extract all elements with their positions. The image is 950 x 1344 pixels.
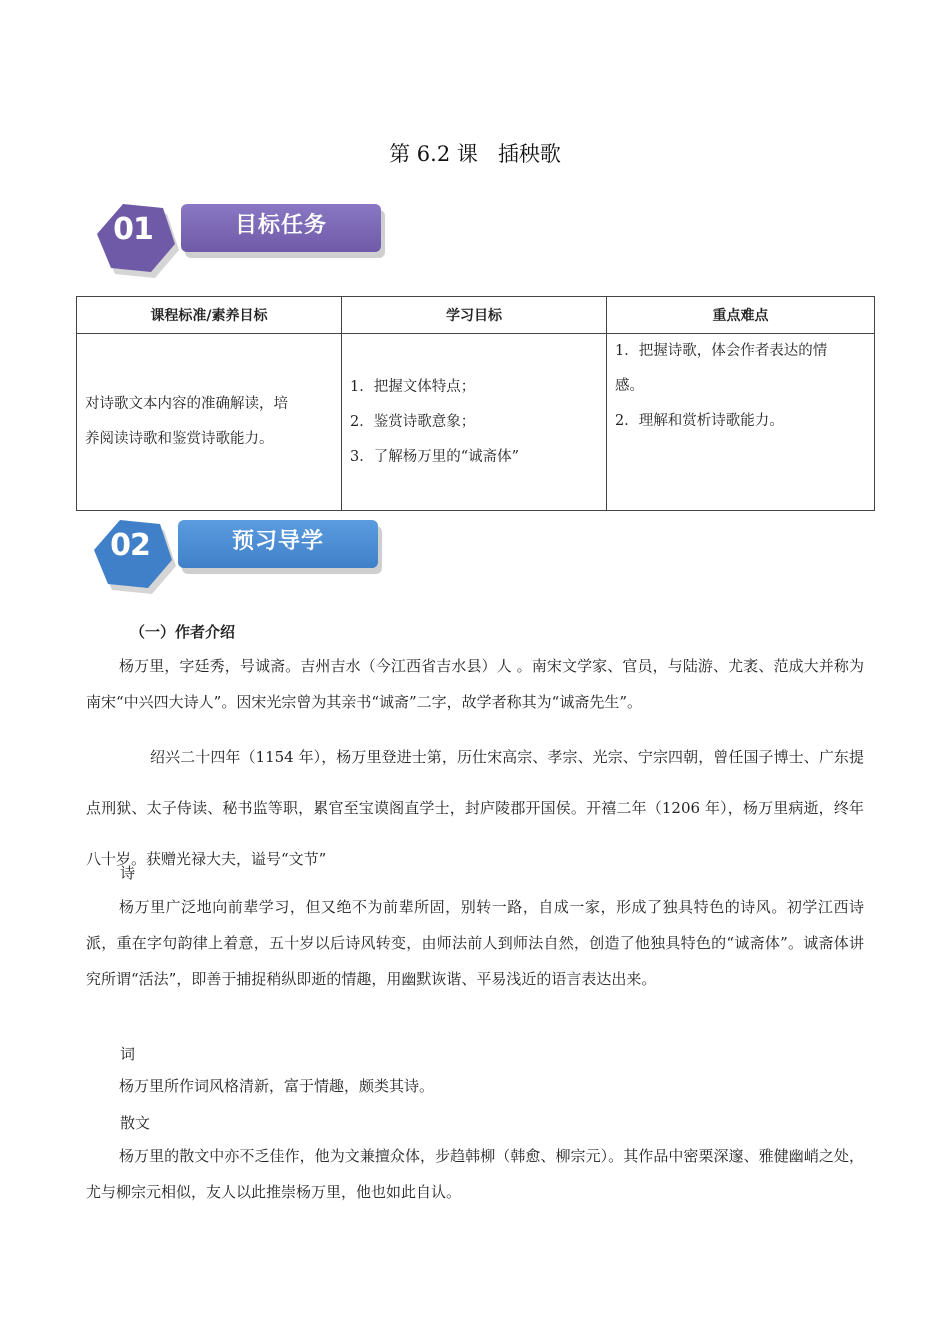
subheading-prose: 散文	[120, 1114, 151, 1132]
page-title	[0, 138, 950, 168]
cell-line: 2．理解和赏析诗歌能力。	[615, 413, 784, 429]
section-heading: （一）作者介绍	[130, 623, 236, 641]
section-label: 预习导学	[231, 529, 324, 554]
table-cell-standards	[77, 334, 342, 511]
objectives-table	[76, 296, 875, 511]
subheading-ci: 词	[120, 1045, 136, 1063]
cell-line: 1．把握诗歌，体会作者表达的情	[615, 343, 828, 359]
table-header: 重点难点	[607, 297, 875, 334]
table-cell-goals	[342, 334, 607, 511]
section-number: 01	[113, 212, 153, 247]
paragraph-author: 杨万里，字廷秀，号诚斋。吉州吉水（今江西省吉水县）人 。南宋文学家、官员，与陆游、尤袤、范成大并称为南宋“中兴四大诗人”。因宋光宗曾为其亲书“诚斋”二字，故学者称其为“诚斋先生”。	[86, 657, 864, 711]
cell-line: 养阅读诗歌和鉴赏诗歌能力。	[85, 431, 274, 447]
cell-line: 3．了解杨万里的“诚斋体”	[350, 448, 520, 465]
cell-line: 感。	[615, 378, 644, 394]
subheading-poem: 诗	[120, 864, 136, 882]
section-number: 02	[110, 528, 150, 563]
lesson-number: 第 6.2 课	[389, 142, 478, 166]
paragraph-prose: 杨万里的散文中亦不乏佳作，他为文兼擅众体，步趋韩柳（韩愈、柳宗元）。其作品中密栗深邃、雅健幽峭之处，尤与柳宗元相似，友人以此推崇杨万里，他也如此自认。	[86, 1147, 864, 1201]
cell-line: 1．把握文体特点；	[350, 378, 476, 395]
lesson-name: 插秧歌	[497, 142, 561, 166]
table-header: 学习目标	[342, 297, 607, 334]
cell-line: 2．鉴赏诗歌意象；	[350, 413, 476, 430]
paragraph-career: 绍兴二十四年（1154 年），杨万里登进士第，历仕宋高宗、孝宗、光宗、宁宗四朝，曾任国子博士、广东提点刑狱、太子侍读、秘书监等职，累官至宝谟阁直学士，封庐陵郡开国侯。开禧二年（1206 年），杨万里病逝，终年八十岁。获赠光禄大夫，谥号“文节”	[86, 748, 864, 868]
paragraph-poem: 杨万里广泛地向前辈学习，但又绝不为前辈所固，别转一路，自成一家，形成了独具特色的诗风。初学江西诗派，重在字句韵律上着意，五十岁以后诗风转变，由师法前人到师法自然，创造了他独具特色的“诚斋体”。诚斋体讲究所谓“活法”，即善于捕捉稍纵即逝的情趣，用幽默诙谐、平易浅近的语言表达出来。	[86, 898, 864, 988]
table-cell-key-points	[607, 334, 875, 511]
section-label: 目标任务	[234, 213, 327, 238]
table-header: 课程标准/素养目标	[77, 297, 342, 334]
paragraph-ci: 杨万里所作词风格清新，富于情趣，颇类其诗。	[119, 1077, 435, 1095]
cell-line: 对诗歌文本内容的准确解读，培	[85, 396, 288, 412]
